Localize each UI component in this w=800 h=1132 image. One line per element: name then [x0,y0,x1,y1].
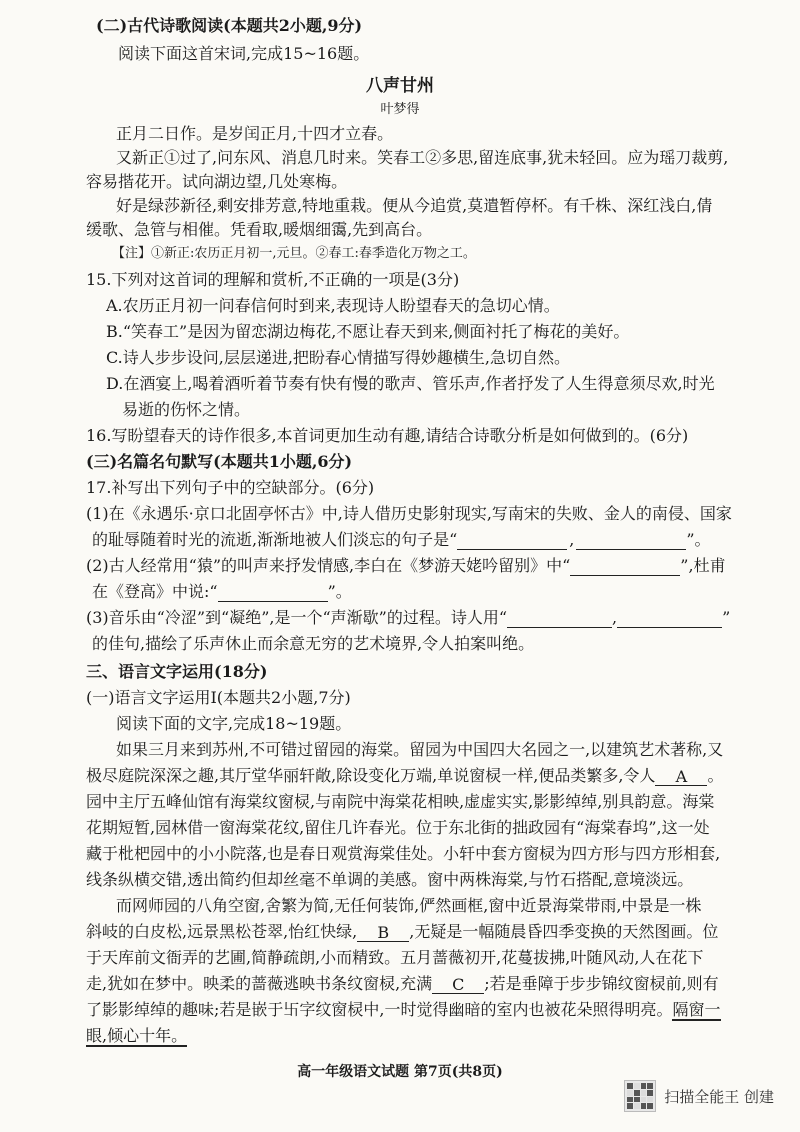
poem-preface: 正月二日作。是岁闰正月,十四才立春。 [116,124,394,143]
part-heading-language: 三、语言文字运用(18分) [86,662,268,681]
prompt-text: ”。 [686,530,711,549]
prompt-text: (3)音乐由“冷涩”到“凝绝”,是一个“声渐歇”的过程。诗人用“ [86,608,508,627]
underlined-phrase: 眼,倾心十年。 [86,1026,188,1045]
question-17-stem: 17.补写出下列句子中的空缺部分。(6分) [86,478,375,497]
qr-code-icon [624,1080,656,1112]
prompt-text: ” [722,608,731,627]
option-d-continued: 易逝的伤怀之情。 [122,400,251,419]
answer-blank[interactable] [576,531,686,550]
prompt-text: (2)古人经常用“猿”的叫声来抒发情感,李白在《梦游天姥吟留别》中“ [86,556,571,575]
blank-a: A [655,767,707,786]
poem-note: 【注】①新正:农历正月初一,元旦。②春工:春季造化万物之工。 [112,246,476,261]
prompt-text: 的耻辱随着时光的流逝,渐渐地被人们淡忘的句子是“ [92,530,458,549]
passage-instruction: 阅读下面的文字,完成18~19题。 [116,714,352,733]
blank-b: B [357,923,409,942]
section-heading-recitation: (三)名篇名句默写(本题共1小题,6分) [86,452,353,471]
passage-line: 花期短暂,园林借一窗海棠花纹,留住几许春光。位于东北街的拙政园有“海棠春坞”,这一处 [86,818,710,837]
passage-text: ;若是垂障于步步锦纹窗棂前,则有 [484,974,719,993]
question-17-part1-continued: 的耻辱随着时光的流逝,渐渐地被人们淡忘的句子是“ , ”。 [92,530,711,549]
page-footer: 高一年级语文试题 第7页(共8页) [297,1064,503,1080]
option-a: A.农历正月初一问春信何时到来,表现诗人盼望春天的急切心情。 [106,296,560,315]
poem-title: 八声甘州 [366,76,434,96]
option-d: D.在酒宴上,喝着酒听着节奏有快有慢的歌声、管乐声,作者抒发了人生得意须尽欢,时光 [106,374,715,393]
option-c: C.诗人步步设问,层层递进,把盼春心情描写得妙趣横生,急切自然。 [106,348,571,367]
passage-line [86,766,723,786]
subsection-heading: (一)语言文字运用Ⅰ(本题共2小题,7分) [86,688,351,707]
answer-blank[interactable] [617,609,722,628]
prompt-text: 在《登高》中说:“ [92,582,218,601]
passage-text: 。 [707,766,724,785]
passage-text: 斜岐的白皮松,远景黑松苍翠,怡红快绿, [86,922,358,941]
poem-instruction: 阅读下面这首宋词,完成15~16题。 [118,44,370,63]
answer-blank[interactable] [457,531,567,550]
underlined-phrase: 隔窗一 [672,1000,721,1019]
poem-line: 又新正①过了,问东风、消息几时来。笑春工②多思,留连底事,犹未轻回。应为瑶刀裁剪, [116,148,729,167]
passage-line: 藏于枇杷园中的小小院落,也是春日观赏海棠佳处。小轩中套方窗棂为四方形与四方形相套, [86,844,721,863]
poem-line: 容易揩花开。试向湖边望,几处寒梅。 [86,172,348,191]
question-17-part2 [86,556,726,576]
passage-text: ,无疑是一幅随晨昏四季变换的天然图画。位 [409,922,719,941]
passage-line: 如果三月来到苏州,不可错过留园的海棠。留园为中国四大名园之一,以建筑艺术著称,又 [116,740,724,759]
question-17-part3-continued: 的佳句,描绘了乐声休止而余意无穷的艺术境界,令人拍案叫绝。 [92,634,535,653]
answer-blank[interactable] [218,583,328,602]
answer-blank[interactable] [570,557,680,576]
prompt-text: ”。 [327,582,352,601]
prompt-text: ”,杜甫 [680,556,726,575]
poem-line: 好是绿莎新径,剩安排芳意,特地重栽。便从今追赏,莫遣暂停杯。有千株、深红浅白,倩 [116,196,713,215]
question-17-part2-continued [92,582,352,602]
option-b: B.“笑春工”是因为留恋湖边梅花,不愿让春天到来,侧面衬托了梅花的美好。 [106,322,630,341]
section-heading-poetry: (二)古代诗歌阅读(本题共2小题,9分) [96,16,363,35]
passage-line [86,1026,187,1046]
answer-blank[interactable] [507,609,612,628]
scanner-watermark [624,1080,774,1112]
prompt-text: , [612,608,618,627]
question-16: 16.写盼望春天的诗作很多,本首词更加生动有趣,请结合诗歌分析是如何做到的。(6分) [86,426,689,445]
passage-text: 了影影绰绰的趣味;若是嵌于卐字纹窗棂中,一时觉得幽暗的室内也被花朵照得明亮。 [86,1000,673,1019]
blank-c: C [432,975,484,994]
passage-line: 于天库前文衙弄的艺圃,简静疏朗,小而精致。五月蔷薇初开,花蔓拔拂,叶随风动,人在花下 [86,948,704,967]
poem-line: 缓歌、急管与相催。凭看取,暖烟细霭,先到高台。 [86,220,433,239]
passage-line: 线条纵横交错,透出简约但却丝毫不单调的美感。窗中两株海棠,与竹石搭配,意境淡远。 [86,870,694,889]
passage-line: 园中主厅五峰仙馆有海棠纹窗棂,与南院中海棠花相映,虚虚实实,影影绰绰,别具韵意。海棠 [86,792,715,811]
passage-text: 极尽庭院深深之趣,其厅堂华丽轩敞,除设变化万端,单说窗棂一样,便品类繁多,令人 [86,766,656,785]
passage-line [86,922,718,942]
passage-line [86,1000,721,1020]
passage-line: 而网师园的八角空窗,舍繁为简,无任何装饰,俨然画框,窗中近景海棠带雨,中景是一株 [116,896,702,915]
question-17-part3 [86,608,730,628]
question-15-stem: 15.下列对这首词的理解和赏析,不正确的一项是(3分) [86,270,460,289]
passage-text: 走,犹如在梦中。映柔的蔷薇逃映书条纹窗棂,充满 [86,974,433,993]
question-17-part1: (1)在《永遇乐·京口北固亭怀古》中,诗人借历史影射现实,写南宋的失败、金人的南侵、国家 [86,504,732,523]
watermark-text: 扫描全能王 创建 [664,1087,774,1106]
passage-line [86,974,719,994]
poem-author: 叶梦得 [380,102,420,117]
